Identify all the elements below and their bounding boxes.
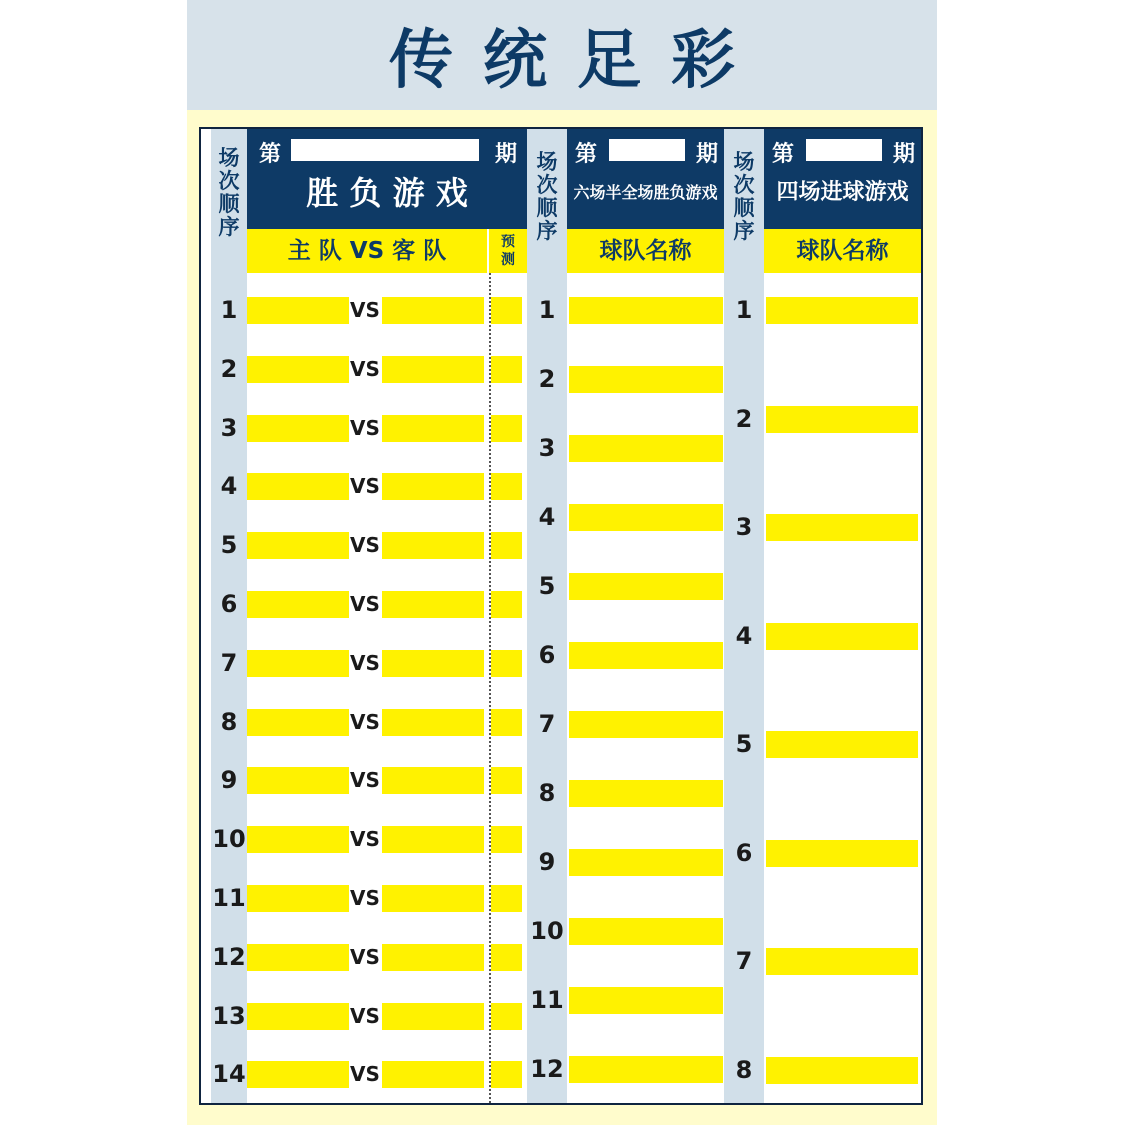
row-number: 2	[735, 404, 753, 433]
dotted-divider	[489, 273, 491, 1103]
row-number: 6	[538, 641, 556, 669]
row-number: 4	[220, 472, 238, 501]
predict-char: 测	[501, 252, 515, 268]
home-team-field[interactable]	[247, 650, 349, 677]
game-name: 胜 负 游 戏	[306, 174, 468, 212]
predict-char: 预	[501, 234, 515, 250]
prediction-field[interactable]	[491, 591, 522, 618]
col-header-teams: 主 队 VS 客 队	[247, 229, 487, 273]
period-number-field[interactable]	[806, 139, 882, 161]
away-team-field[interactable]	[382, 473, 484, 500]
away-team-field[interactable]	[382, 944, 484, 971]
team-name-field[interactable]	[766, 840, 918, 867]
team-name-field[interactable]	[766, 406, 918, 433]
home-team-field[interactable]	[247, 826, 349, 853]
title-bar	[187, 0, 937, 110]
prediction-field[interactable]	[491, 1061, 522, 1088]
order-header-char: 次	[218, 169, 240, 193]
home-team-field[interactable]	[247, 473, 349, 500]
period-line	[247, 137, 527, 167]
row-number: 12	[212, 942, 246, 971]
order-header-char: 场	[536, 150, 558, 174]
section-win-lose	[201, 129, 527, 1103]
away-team-field[interactable]	[382, 356, 484, 383]
team-name-field[interactable]	[766, 731, 918, 758]
col-header-predict	[489, 229, 527, 273]
order-header	[211, 147, 247, 239]
row-number: 14	[212, 1060, 246, 1089]
away-team-field[interactable]	[382, 1061, 484, 1088]
prediction-field[interactable]	[491, 767, 522, 794]
home-team-field[interactable]	[247, 944, 349, 971]
home-team-field[interactable]	[247, 767, 349, 794]
team-name-field[interactable]	[569, 987, 723, 1014]
team-name-field[interactable]	[569, 642, 723, 669]
row-number: 7	[735, 947, 753, 975]
team-name-field[interactable]	[766, 297, 918, 324]
row-number: 9	[220, 766, 238, 795]
prediction-field[interactable]	[491, 297, 522, 324]
vs-label: VS	[350, 356, 380, 381]
col-header-team: 球队名称	[567, 229, 724, 273]
section-half-full	[527, 129, 724, 1103]
prediction-field[interactable]	[491, 885, 522, 912]
vs-label: VS	[350, 650, 380, 675]
period-suffix: 期	[695, 142, 718, 167]
team-name-field[interactable]	[569, 849, 723, 876]
row-number: 7	[220, 648, 238, 677]
board-frame	[199, 127, 923, 1105]
home-team-field[interactable]	[247, 885, 349, 912]
team-name-field[interactable]	[569, 297, 723, 324]
vs-label: VS	[350, 474, 380, 499]
team-name-field[interactable]	[569, 711, 723, 738]
lottery-board	[187, 0, 937, 1125]
home-team-field[interactable]	[247, 1061, 349, 1088]
game-name: 四场进球游戏	[776, 180, 909, 205]
row-number: 5	[220, 531, 238, 560]
prediction-field[interactable]	[491, 532, 522, 559]
row-number: 10	[212, 825, 246, 854]
col-header-team: 球队名称	[764, 229, 921, 273]
home-team-field[interactable]	[247, 532, 349, 559]
row-number: 1	[220, 296, 238, 324]
order-header-char: 顺	[218, 192, 240, 216]
home-team-field[interactable]	[247, 356, 349, 383]
away-team-field[interactable]	[382, 767, 484, 794]
team-name-field[interactable]	[766, 1057, 918, 1084]
period-number-field[interactable]	[291, 139, 479, 161]
vs-label: VS	[350, 298, 380, 322]
row-number: 5	[538, 572, 556, 600]
team-name-field[interactable]	[569, 504, 723, 531]
game-name: 六场半全场胜负游戏	[573, 183, 718, 202]
order-header-char: 顺	[536, 196, 558, 220]
row-number: 4	[735, 621, 753, 650]
row-number: 8	[220, 707, 238, 736]
team-name-field[interactable]	[569, 1056, 723, 1083]
period-prefix: 第	[772, 142, 795, 167]
row-number: 2	[538, 365, 556, 393]
away-team-field[interactable]	[382, 826, 484, 853]
order-header-char: 序	[218, 215, 240, 239]
away-team-field[interactable]	[382, 297, 484, 324]
row-number: 11	[212, 884, 246, 912]
row-number: 8	[735, 1055, 753, 1084]
page-title: 传统足彩	[389, 24, 765, 98]
row-number: 8	[538, 779, 556, 807]
order-header-char: 顺	[733, 196, 755, 220]
period-suffix: 期	[494, 142, 517, 167]
period-suffix: 期	[892, 142, 915, 167]
prediction-field[interactable]	[491, 356, 522, 383]
vs-label: VS	[350, 827, 380, 852]
home-team-field[interactable]	[247, 709, 349, 736]
row-number: 11	[530, 986, 564, 1014]
row-number: 9	[538, 848, 556, 876]
row-number: 2	[220, 354, 238, 383]
order-header-char: 序	[733, 219, 755, 243]
section-header	[764, 129, 921, 229]
row-number: 7	[538, 710, 556, 738]
away-team-field[interactable]	[382, 650, 484, 677]
vs-label: VS	[350, 1003, 380, 1028]
team-name-field[interactable]	[569, 780, 723, 807]
team-name-field[interactable]	[569, 366, 723, 393]
order-header-char: 次	[536, 173, 558, 197]
section-header	[247, 129, 527, 229]
away-team-field[interactable]	[382, 591, 484, 618]
vs-label: VS	[350, 944, 380, 969]
team-name-field[interactable]	[766, 514, 918, 541]
order-header	[527, 151, 567, 243]
team-name-field[interactable]	[569, 435, 723, 462]
order-header-char: 场	[733, 150, 755, 174]
away-team-field[interactable]	[382, 1003, 484, 1030]
row-number: 12	[530, 1055, 564, 1083]
row-number: 6	[220, 590, 238, 618]
away-team-field[interactable]	[382, 532, 484, 559]
row-number: 1	[538, 296, 556, 324]
prediction-field[interactable]	[491, 1003, 522, 1030]
home-team-field[interactable]	[247, 297, 349, 324]
away-team-field[interactable]	[382, 885, 484, 912]
home-team-field[interactable]	[247, 1003, 349, 1030]
row-number: 1	[735, 296, 753, 324]
away-team-field[interactable]	[382, 709, 484, 736]
vs-label: VS	[350, 415, 380, 440]
prediction-field[interactable]	[491, 709, 522, 736]
vs-label: VS	[350, 709, 380, 734]
period-number-field[interactable]	[609, 139, 685, 161]
vs-label: VS	[350, 533, 380, 558]
prediction-field[interactable]	[491, 826, 522, 853]
row-number: 3	[538, 434, 556, 462]
period-line	[567, 137, 724, 167]
order-column	[527, 129, 567, 1103]
team-name-field[interactable]	[766, 623, 918, 650]
prediction-field[interactable]	[491, 944, 522, 971]
order-header-char: 场	[218, 146, 240, 170]
away-team-field[interactable]	[382, 415, 484, 442]
section-header	[567, 129, 724, 229]
period-line	[764, 137, 921, 167]
home-team-field[interactable]	[247, 591, 349, 618]
order-header-char: 序	[536, 219, 558, 243]
period-prefix: 第	[259, 142, 282, 167]
order-header-char: 次	[733, 173, 755, 197]
vs-label: VS	[350, 592, 380, 616]
row-number: 6	[735, 838, 753, 867]
vs-label: VS	[350, 886, 380, 910]
row-number: 3	[220, 413, 238, 442]
period-prefix: 第	[575, 142, 598, 167]
prediction-field[interactable]	[491, 473, 522, 500]
prediction-field[interactable]	[491, 415, 522, 442]
order-header	[724, 151, 764, 243]
team-name-field[interactable]	[569, 918, 723, 945]
row-number: 3	[735, 513, 753, 541]
prediction-field[interactable]	[491, 650, 522, 677]
row-number: 10	[530, 917, 564, 945]
vs-label: VS	[350, 1062, 380, 1087]
vs-label: VS	[350, 768, 380, 793]
team-name-field[interactable]	[766, 948, 918, 975]
row-number: 5	[735, 730, 753, 758]
home-team-field[interactable]	[247, 415, 349, 442]
section-goals	[724, 129, 921, 1103]
row-number: 4	[538, 503, 556, 531]
team-name-field[interactable]	[569, 573, 723, 600]
row-number: 13	[212, 1001, 246, 1030]
